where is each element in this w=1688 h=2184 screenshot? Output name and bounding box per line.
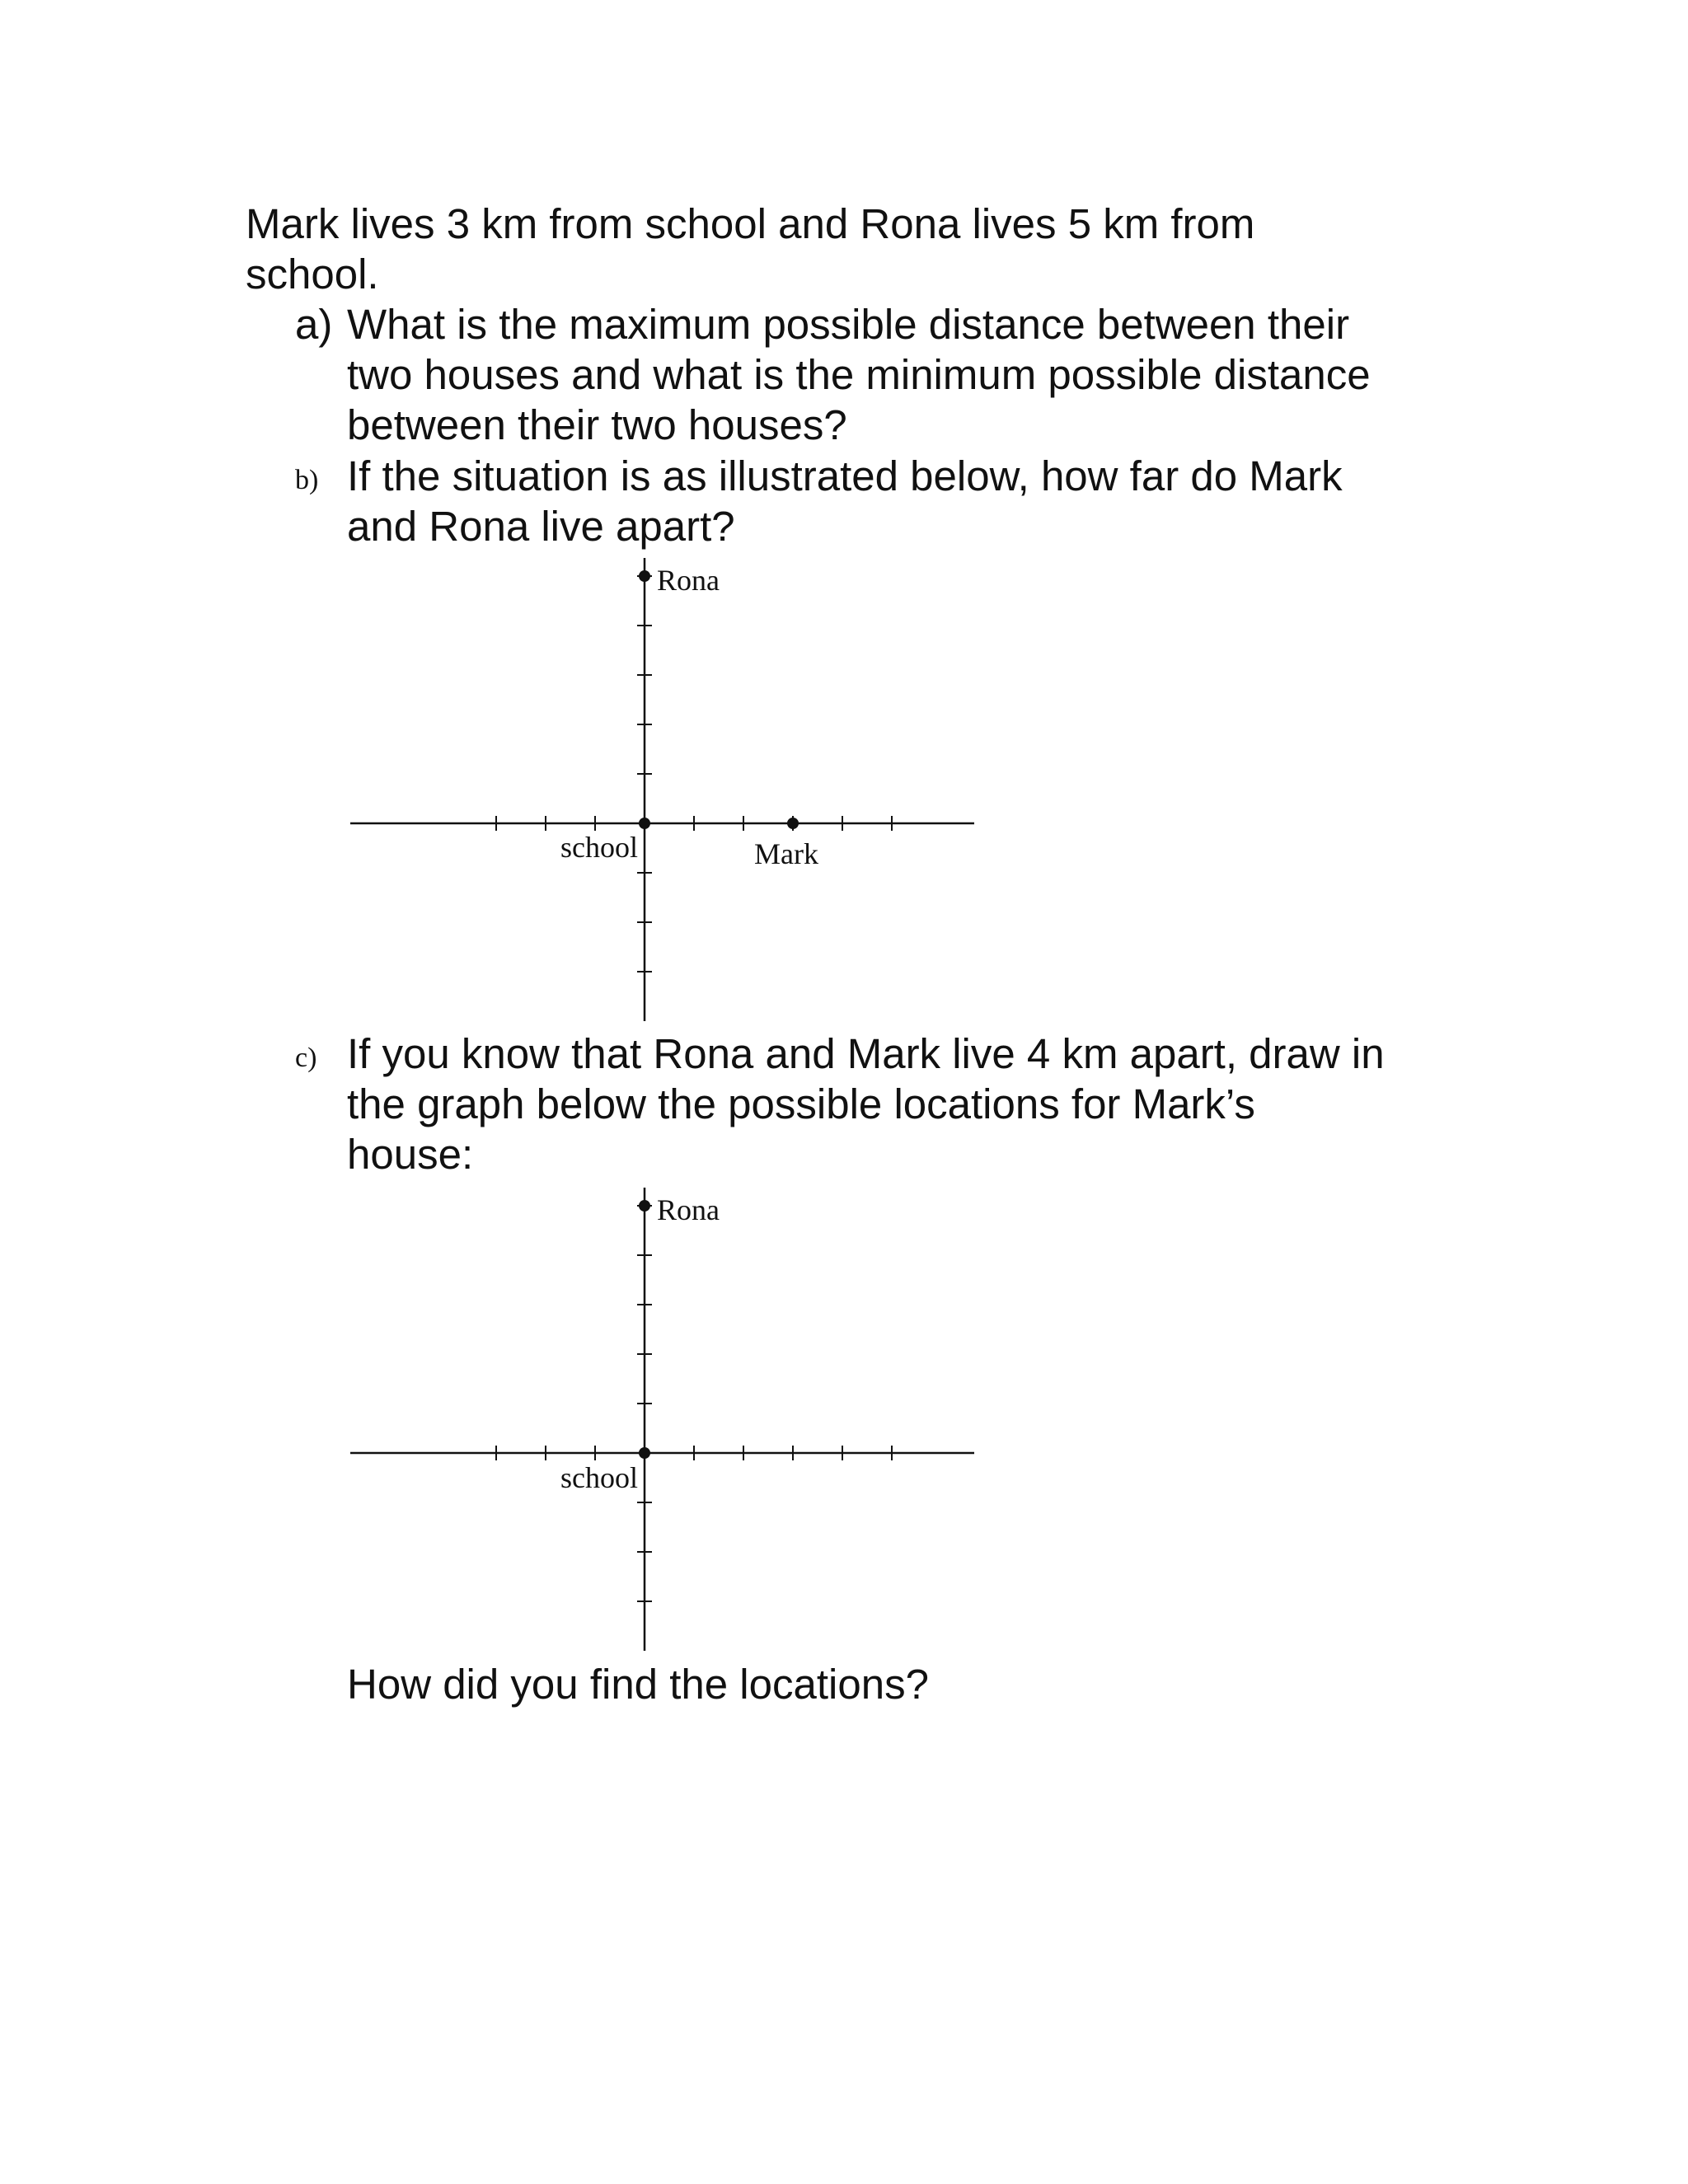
question-a-line-2: two houses and what is the minimum possible distance xyxy=(347,351,1371,398)
intro-line-1: Mark lives 3 km from school and Rona lives 5 km from xyxy=(246,200,1255,247)
question-c-line-3: house: xyxy=(347,1131,474,1178)
graph-c-point-school xyxy=(639,1447,650,1459)
graph-b-school-label: school xyxy=(560,831,638,864)
graph-b-mark-label: Mark xyxy=(754,837,818,870)
graph-c-school-label: school xyxy=(560,1461,638,1494)
graph-b-rona-label: Rona xyxy=(657,564,720,597)
question-b-line-1: If the situation is as illustrated below, how far do Mark xyxy=(347,452,1343,499)
question-c-line-2: the graph below the possible locations for Mark’s xyxy=(347,1080,1255,1127)
question-a-line-3: between their two houses? xyxy=(347,401,847,448)
followup-question: How did you find the locations? xyxy=(347,1661,929,1708)
question-b-line-2: and Rona live apart? xyxy=(347,503,735,550)
question-a-line-1: What is the maximum possible distance between their xyxy=(347,301,1350,348)
graph-c-rona-label: Rona xyxy=(657,1193,720,1226)
intro-line-2: school. xyxy=(246,251,379,298)
question-c-line-1: If you know that Rona and Mark live 4 km apart, draw in xyxy=(347,1030,1385,1077)
question-b-marker: b) xyxy=(295,465,319,495)
question-c-marker: c) xyxy=(295,1043,317,1073)
question-a-marker: a) xyxy=(295,301,333,348)
graph-c-point-rona xyxy=(639,1200,650,1212)
